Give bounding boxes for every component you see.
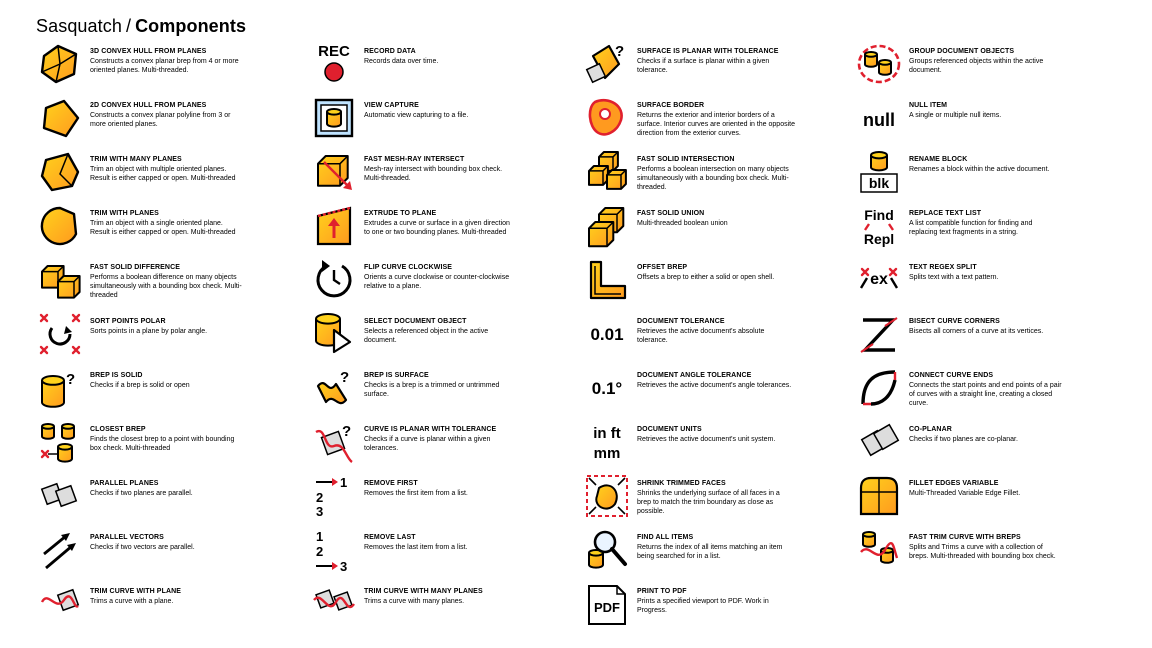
breadcrumb-current: Components [135, 16, 247, 36]
null-item-icon [857, 96, 901, 140]
select-document-object-icon [312, 312, 356, 356]
component-name: REMOVE LAST [364, 534, 416, 541]
component-item [38, 420, 243, 474]
component-name: SURFACE BORDER [637, 102, 705, 109]
svg-text:Repl: Repl [863, 231, 895, 247]
component-text [364, 317, 517, 345]
component-item [312, 312, 517, 366]
component-name: RENAME BLOCK [909, 156, 968, 163]
component-name: REPLACE TEXT LIST [909, 210, 982, 217]
component-name: PARALLEL PLANES [90, 480, 159, 487]
fast-mesh-ray-intersect-icon [312, 150, 356, 194]
trim-planes-icon [38, 204, 82, 248]
component-item [38, 204, 243, 258]
fast-solid-union-icon [585, 204, 629, 248]
text-regex-split-icon [857, 258, 901, 302]
component-text [90, 47, 243, 75]
component-item [857, 204, 1062, 258]
component-text [637, 101, 795, 139]
fast-solid-intersection-icon [585, 150, 629, 194]
page-title [36, 16, 246, 37]
component-name: PARALLEL VECTORS [90, 534, 164, 541]
component-item [38, 150, 243, 204]
component-name: TEXT REGEX SPLIT [909, 264, 977, 271]
component-name: DOCUMENT UNITS [637, 426, 702, 433]
component-description: Offsets a brep to either a solid or open shell. [637, 274, 775, 281]
replace-text-list-icon [857, 204, 901, 248]
curve-is-planar-icon [312, 420, 356, 464]
component-description: Finds the closest brep to a point with bounding box check. Multi-threaded [90, 436, 235, 453]
component-name: BREP IS SURFACE [364, 372, 429, 379]
sort-points-polar-icon [38, 312, 82, 356]
shrink-trimmed-faces-icon [585, 474, 629, 518]
svg-text:0.01: 0.01 [590, 325, 624, 344]
component-item [857, 528, 1062, 582]
component-description: Selects a referenced object in the active document. [364, 328, 489, 345]
component-item [312, 42, 517, 96]
component-item [585, 366, 795, 420]
component-name: FIND ALL ITEMS [637, 534, 694, 541]
component-name: CO-PLANAR [909, 426, 952, 433]
component-description: Splits and Trims a curve with a collection of breps. Multi-threaded with bounding box check. [909, 544, 1056, 561]
component-text [90, 587, 243, 606]
component-text [909, 263, 1062, 282]
component-description: Checks if a brep is solid or open [90, 382, 190, 389]
component-item [312, 96, 517, 150]
component-text [909, 479, 1062, 498]
component-name: FLIP CURVE CLOCKWISE [364, 264, 453, 271]
component-text [364, 209, 517, 237]
closest-brep-icon [38, 420, 82, 464]
component-name: VIEW CAPTURE [364, 102, 419, 109]
component-item [38, 366, 243, 420]
component-text [364, 47, 517, 66]
fillet-edges-variable-icon [857, 474, 901, 518]
co-planar-icon [857, 420, 901, 464]
svg-text:1: 1 [316, 529, 324, 544]
component-description: Checks if two planes are co-planar. [909, 436, 1018, 443]
component-description: Automatic view capturing to a file. [364, 112, 469, 119]
component-description: Performs a boolean intersection on many objects simultaneously with a bounding box check. Multi-threaded. [637, 166, 789, 192]
record-data-icon [312, 42, 356, 86]
component-text [909, 317, 1062, 336]
component-description: Trims a curve with many planes. [364, 598, 465, 605]
svg-text:REC: REC [318, 43, 350, 60]
component-description: Records data over time. [364, 58, 439, 65]
component-text [90, 533, 243, 552]
component-description: Retrieves the active document's angle tolerances. [637, 382, 792, 389]
component-text [90, 479, 243, 498]
svg-text:null: null [863, 110, 895, 130]
component-description: Removes the first item from a list. [364, 490, 468, 497]
component-description: Sorts points in a plane by polar angle. [90, 328, 208, 335]
component-description: A list compatible function for finding and replacing text fragments in a string. [909, 220, 1033, 237]
component-description: Groups referenced objects within the active document. [909, 58, 1044, 75]
component-name: 2D CONVEX HULL FROM PLANES [90, 102, 207, 109]
component-text [637, 155, 795, 193]
component-text [637, 479, 795, 517]
component-text [364, 263, 517, 291]
svg-text:?: ? [342, 423, 352, 440]
component-item [312, 150, 517, 204]
component-item [312, 366, 517, 420]
component-column-4 [857, 42, 1062, 582]
component-item [312, 474, 517, 528]
component-item [585, 96, 795, 150]
remove-last-icon [312, 528, 356, 572]
component-description: Trims a curve with a plane. [90, 598, 174, 605]
component-item [857, 42, 1062, 96]
svg-text:2: 2 [316, 490, 324, 505]
component-text [909, 155, 1062, 174]
component-column-1 [38, 42, 243, 636]
brep-is-surface-icon [312, 366, 356, 410]
surface-is-planar-icon [585, 42, 629, 86]
connect-curve-ends-icon [857, 366, 901, 410]
component-text [637, 533, 795, 561]
component-name: RECORD DATA [364, 48, 416, 55]
svg-text:PDF: PDF [594, 600, 620, 615]
component-name: TRIM WITH MANY PLANES [90, 156, 182, 163]
component-name: EXTRUDE TO PLANE [364, 210, 437, 217]
component-item [312, 258, 517, 312]
print-to-pdf-icon [585, 582, 629, 626]
group-document-objects-icon [857, 42, 901, 86]
parallel-planes-icon [38, 474, 82, 518]
svg-text:ex: ex [870, 271, 888, 288]
component-name: FAST TRIM CURVE WITH BREPS [909, 534, 1021, 541]
parallel-vectors-icon [38, 528, 82, 572]
convex-hull-2d-icon [38, 96, 82, 140]
component-item [857, 420, 1062, 474]
svg-text:mm: mm [593, 445, 621, 462]
component-item [857, 96, 1062, 150]
component-text [90, 263, 243, 301]
component-item [312, 582, 517, 636]
convex-hull-3d-icon [38, 42, 82, 86]
component-item [585, 42, 795, 96]
component-name: PRINT TO PDF [637, 588, 687, 595]
component-item [38, 258, 243, 312]
component-item [38, 312, 243, 366]
component-name: CURVE IS PLANAR WITH TOLERANCE [364, 426, 497, 433]
trim-many-planes-icon [38, 150, 82, 194]
svg-text:in ft: in ft [593, 425, 621, 442]
offset-brep-icon [585, 258, 629, 302]
component-description: A single or multiple null items. [909, 112, 1002, 119]
component-name: FAST MESH-RAY INTERSECT [364, 156, 465, 163]
component-name: FILLET EDGES VARIABLE [909, 480, 999, 487]
component-text [364, 479, 517, 498]
component-description: Shrinks the underlying surface of all faces in a brep to match the trim boundary as close as possible. [637, 490, 780, 516]
component-name: CLOSEST BREP [90, 426, 146, 433]
component-text [364, 371, 517, 399]
trim-curve-many-planes-icon [312, 582, 356, 626]
component-text [637, 209, 795, 228]
component-item [38, 42, 243, 96]
component-item [857, 474, 1062, 528]
svg-text:1: 1 [340, 475, 348, 490]
component-description: Prints a specified viewport to PDF. Work in Progress. [637, 598, 769, 615]
component-item [312, 420, 517, 474]
document-angle-tolerance-icon [585, 366, 629, 410]
component-text [364, 425, 517, 453]
component-name: TRIM WITH PLANES [90, 210, 159, 217]
component-description: Bisects all corners of a curve at its vertices. [909, 328, 1044, 335]
flip-curve-clockwise-icon [312, 258, 356, 302]
extrude-to-plane-icon [312, 204, 356, 248]
component-name: CONNECT CURVE ENDS [909, 372, 994, 379]
component-name: GROUP DOCUMENT OBJECTS [909, 48, 1015, 55]
component-text [909, 47, 1062, 75]
component-description: Connects the start points and end points of a pair of curves with a straight line, creating a closed curve. [909, 382, 1062, 408]
component-text [90, 209, 243, 237]
svg-text:?: ? [66, 371, 76, 388]
component-item [857, 258, 1062, 312]
component-description: Orients a curve clockwise or counter-clockwise relative to a plane. [364, 274, 510, 291]
component-description: Splits text with a text pattern. [909, 274, 999, 281]
component-name: DOCUMENT TOLERANCE [637, 318, 725, 325]
document-units-icon [585, 420, 629, 464]
fast-trim-curve-breps-icon [857, 528, 901, 572]
component-name: TRIM CURVE WITH MANY PLANES [364, 588, 483, 595]
component-item [857, 312, 1062, 366]
component-name: BREP IS SOLID [90, 372, 143, 379]
component-text [90, 317, 243, 336]
trim-curve-plane-icon [38, 582, 82, 626]
svg-text:3: 3 [340, 559, 348, 572]
component-description: Returns the index of all items matching an item being searched for in a list. [637, 544, 783, 561]
component-description: Returns the exterior and interior borders of a surface. Interior curves are oriented in the opposite direction from the exterior curves. [637, 112, 795, 138]
bisect-curve-corners-icon [857, 312, 901, 356]
component-description: Constructs a convex planar polyline from 3 or more oriented planes. [90, 112, 231, 129]
component-item [38, 96, 243, 150]
svg-text:?: ? [340, 369, 350, 386]
component-name: TRIM CURVE WITH PLANE [90, 588, 182, 595]
svg-text:Find: Find [864, 207, 894, 223]
view-capture-icon [312, 96, 356, 140]
component-item [585, 312, 795, 366]
component-text [909, 425, 1062, 444]
component-description: Checks if a surface is planar within a given tolerance. [637, 58, 770, 75]
component-name: SHRINK TRIMMED FACES [637, 480, 726, 487]
component-text [364, 533, 517, 552]
component-description: Checks is a brep is a trimmed or untrimmed surface. [364, 382, 500, 399]
component-text [637, 263, 795, 282]
component-description: Trim an object with multiple oriented planes. Result is either capped or open. Multi-threaded [90, 166, 236, 183]
component-text [909, 371, 1062, 409]
component-description: Mesh-ray intersect with bounding box check. Multi-threaded. [364, 166, 503, 183]
fast-solid-difference-icon [38, 258, 82, 302]
component-text [90, 371, 243, 390]
component-name: FAST SOLID INTERSECTION [637, 156, 735, 163]
component-name: FAST SOLID UNION [637, 210, 705, 217]
component-item [857, 150, 1062, 204]
component-description: Constructs a convex planar brep from 4 or more oriented planes. Multi-threaded. [90, 58, 239, 75]
brep-is-solid-icon [38, 366, 82, 410]
component-description: Performs a boolean difference on many objects simultaneously with a bounding box check. Multi-threaded [90, 274, 242, 300]
component-description: Trim an object with a single oriented plane. Result is either capped or open. Multi-threaded [90, 220, 236, 237]
component-name: SURFACE IS PLANAR WITH TOLERANCE [637, 48, 779, 55]
component-item [585, 528, 795, 582]
component-name: NULL ITEM [909, 102, 948, 109]
component-name: SORT POINTS POLAR [90, 318, 166, 325]
find-all-items-icon [585, 528, 629, 572]
component-description: Checks if two planes are parallel. [90, 490, 193, 497]
breadcrumb-separator: / [125, 16, 132, 36]
component-item [857, 366, 1062, 420]
component-description: Retrieves the active document's absolute tolerance. [637, 328, 765, 345]
component-name: REMOVE FIRST [364, 480, 418, 487]
component-item [585, 474, 795, 528]
svg-text:3: 3 [316, 504, 324, 518]
rename-block-icon [857, 150, 901, 194]
component-description: Extrudes a curve or surface in a given direction to one or two bounding planes. Multi-threaded [364, 220, 510, 237]
component-text [364, 587, 517, 606]
svg-text:0.1°: 0.1° [591, 379, 623, 398]
component-text [90, 155, 243, 183]
component-text [637, 587, 795, 615]
component-name: DOCUMENT ANGLE TOLERANCE [637, 372, 752, 379]
component-text [364, 101, 517, 120]
remove-first-icon [312, 474, 356, 518]
svg-text:blk: blk [868, 175, 890, 191]
component-item [585, 420, 795, 474]
component-text [90, 101, 243, 129]
component-name: OFFSET BREP [637, 264, 688, 271]
component-description: Removes the last item from a list. [364, 544, 468, 551]
component-text [909, 209, 1062, 237]
component-column-2 [312, 42, 517, 636]
component-text [909, 533, 1062, 561]
component-item [38, 582, 243, 636]
component-name: 3D CONVEX HULL FROM PLANES [90, 48, 207, 55]
component-text [637, 425, 795, 444]
breadcrumb-root: Sasquatch [36, 16, 122, 36]
component-name: FAST SOLID DIFFERENCE [90, 264, 180, 271]
component-text [637, 371, 795, 390]
component-description: Checks if two vectors are parallel. [90, 544, 195, 551]
component-text [637, 317, 795, 345]
component-item [585, 258, 795, 312]
component-name: SELECT DOCUMENT OBJECT [364, 318, 467, 325]
component-description: Retrieves the active document's unit system. [637, 436, 776, 443]
component-description: Multi-threaded boolean union [637, 220, 728, 227]
component-item [585, 150, 795, 204]
component-item [38, 474, 243, 528]
surface-border-icon [585, 96, 629, 140]
component-description: Multi-Threaded Variable Edge Fillet. [909, 490, 1021, 497]
component-item [38, 528, 243, 582]
component-item [312, 204, 517, 258]
component-text [90, 425, 243, 453]
component-description: Renames a block within the active document. [909, 166, 1050, 173]
component-item [585, 582, 795, 636]
document-tolerance-icon [585, 312, 629, 356]
component-column-3 [585, 42, 795, 636]
svg-text:?: ? [615, 43, 625, 60]
component-text [637, 47, 795, 75]
svg-text:2: 2 [316, 544, 324, 559]
component-name: BISECT CURVE CORNERS [909, 318, 1000, 325]
component-item [312, 528, 517, 582]
component-item [585, 204, 795, 258]
component-description: Checks if a curve is planar within a given tolerances. [364, 436, 491, 453]
component-text [364, 155, 517, 183]
component-text [909, 101, 1062, 120]
